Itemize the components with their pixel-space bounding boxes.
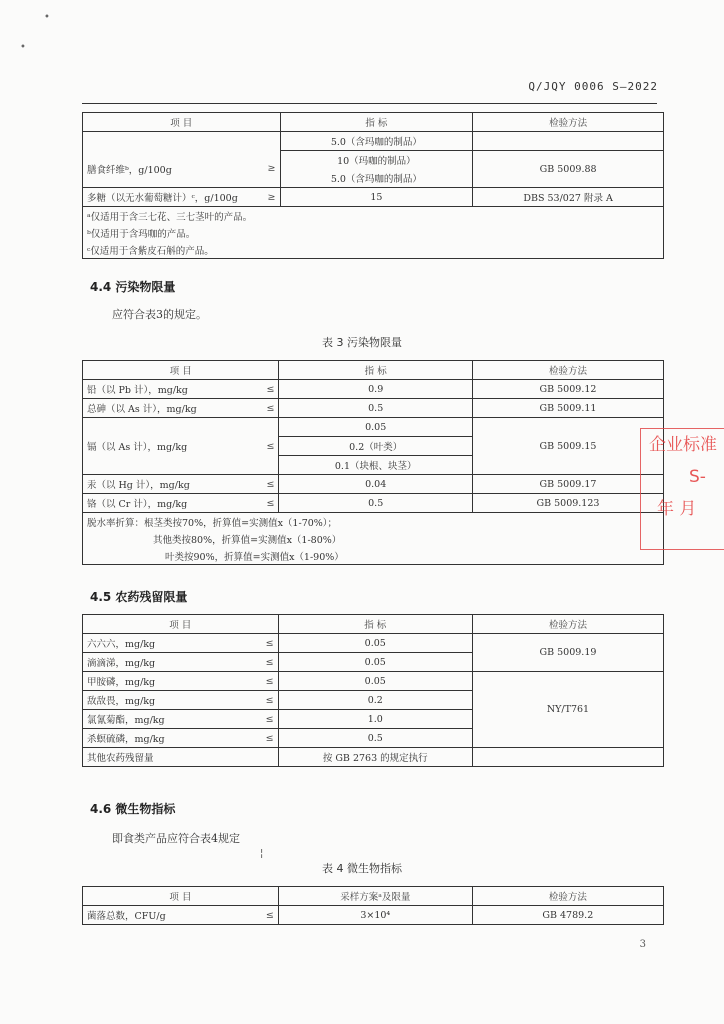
column-header-indicator: 采样方案ᵃ及限量 <box>278 887 472 906</box>
pesticide-table <box>82 614 664 767</box>
table-note: 其他类按80%，折算值=实测值x（1-80%） <box>83 530 664 547</box>
table-4 <box>82 886 664 925</box>
table-2-continued <box>82 112 664 259</box>
table-cell: 多糖（以无水葡萄糖计）ᶜ，g/100g <box>83 188 243 207</box>
table-cell: 滴滴涕，mg/kg <box>83 653 241 672</box>
table-cell: 0.1（块根、块茎） <box>279 456 473 475</box>
column-header-item: 项 目 <box>83 887 279 906</box>
table-cell: GB 5009.17 <box>472 475 663 494</box>
table-cell: 0.2（叶类） <box>279 437 473 456</box>
scan-mark: ¦ <box>260 848 264 859</box>
table-note: ᵇ仅适用于含玛咖的产品。 <box>83 224 664 241</box>
stamp-line: S- <box>689 467 706 487</box>
table-cell: ≤ <box>240 672 278 691</box>
table-cell: ≤ <box>241 399 279 418</box>
table-cell: 5.0（含玛咖的制品） <box>280 169 473 188</box>
table-cell: 铅（以 Pb 计），mg/kg <box>83 380 242 399</box>
table-note: ᶜ仅适用于含紫皮石斛的产品。 <box>83 241 664 259</box>
table-cell: 按 GB 2763 的规定执行 <box>278 748 472 767</box>
page-number: 3 <box>639 939 646 950</box>
table-4-caption: 表 4 微生物指标 <box>322 862 402 875</box>
table-cell: 0.05 <box>278 672 472 691</box>
table-cell: ≤ <box>241 380 279 399</box>
table-cell: ≤ <box>241 906 279 925</box>
column-header-indicator: 指 标 <box>278 615 472 634</box>
table-cell: NY/T761 <box>472 672 663 748</box>
table-cell: GB 5009.11 <box>472 399 663 418</box>
column-header-item: 项 目 <box>83 615 279 634</box>
stamp-line: 企业标准 <box>649 435 717 455</box>
table-cell <box>472 748 663 767</box>
table-note: 脱水率折算：根茎类按70%，折算值=实测值x（1-70%）； <box>83 513 664 531</box>
table-cell: GB 5009.12 <box>472 380 663 399</box>
table-cell: 0.5 <box>278 729 472 748</box>
table-cell: ≤ <box>240 634 278 653</box>
table-cell: 0.05 <box>279 418 473 437</box>
table-cell: ≤ <box>241 494 279 513</box>
column-header-method: 检验方法 <box>472 615 663 634</box>
column-header-method: 检验方法 <box>473 113 664 132</box>
table-cell: 0.2 <box>278 691 472 710</box>
column-header-method: 检验方法 <box>472 887 663 906</box>
table-cell: 杀螟硫磷，mg/kg <box>83 729 241 748</box>
table-cell: ≤ <box>240 653 278 672</box>
table-note: ᵃ仅适用于含三七花、三七茎叶的产品。 <box>83 207 664 225</box>
table-cell <box>83 132 243 151</box>
table-cell: ≤ <box>240 691 278 710</box>
table-cell <box>242 132 280 151</box>
table-cell: 镉（以 As 计），mg/kg <box>83 418 242 475</box>
table-cell: ≤ <box>240 710 278 729</box>
table-3 <box>82 360 664 565</box>
section-heading-4-4: 4.4 污染物限量 <box>90 280 176 294</box>
table-cell: 1.0 <box>278 710 472 729</box>
table-cell: ≤ <box>241 475 279 494</box>
table-cell: GB 5009.19 <box>472 634 663 672</box>
table-3-caption: 表 3 污染物限量 <box>322 336 402 349</box>
table-cell: 0.05 <box>278 653 472 672</box>
document-code: Q/JQY 0006 S—2022 <box>528 80 658 93</box>
table-cell: ≤ <box>240 729 278 748</box>
table-cell: 3×10⁴ <box>278 906 472 925</box>
table-cell: 0.05 <box>278 634 472 653</box>
column-header-item: 项 目 <box>83 113 281 132</box>
table-cell: 0.04 <box>279 475 473 494</box>
header-rule <box>82 103 657 104</box>
table-cell: 甲胺磷，mg/kg <box>83 672 241 691</box>
table-cell: 敌敌畏，mg/kg <box>83 691 241 710</box>
table-cell: 10（玛咖的制品） <box>280 151 473 170</box>
section-text-4-6: 即食类产品应符合表4规定 <box>112 832 240 845</box>
stamp-line: 年 月 <box>657 499 697 519</box>
table-cell: DBS 53/027 附录 A <box>473 188 664 207</box>
column-header-indicator: 指 标 <box>280 113 473 132</box>
table-cell: 铬（以 Cr 计），mg/kg <box>83 494 242 513</box>
scan-speck: • <box>44 12 50 23</box>
table-cell: 膳食纤维ᵇ，g/100g <box>83 151 243 188</box>
table-cell: 氯氰菊酯，mg/kg <box>83 710 241 729</box>
table-cell: ≤ <box>241 418 279 475</box>
red-seal-stamp <box>640 428 724 550</box>
table-cell: GB 5009.88 <box>473 151 664 188</box>
table-note: 叶类按90%，折算值=实测值x（1-90%） <box>83 547 664 565</box>
table-cell: GB 5009.15 <box>472 418 663 475</box>
table-cell: 0.5 <box>279 494 473 513</box>
table-cell: 菌落总数，CFU/g <box>83 906 241 925</box>
table-cell: 汞（以 Hg 计），mg/kg <box>83 475 242 494</box>
section-text-4-4: 应符合表3的规定。 <box>112 308 207 321</box>
column-header-method: 检验方法 <box>472 361 663 380</box>
column-header-indicator: 指 标 <box>279 361 473 380</box>
table-cell: 5.0（含玛咖的制品） <box>280 132 473 151</box>
table-cell: 15 <box>280 188 473 207</box>
table-cell: ≥ <box>242 188 280 207</box>
table-cell: ≥ <box>242 151 280 188</box>
table-cell: 0.5 <box>279 399 473 418</box>
table-cell: 0.9 <box>279 380 473 399</box>
table-cell: GB 5009.123 <box>472 494 663 513</box>
section-heading-4-5: 4.5 农药残留限量 <box>90 590 188 604</box>
table-cell <box>473 132 664 151</box>
table-cell: 总砷（以 As 计），mg/kg <box>83 399 242 418</box>
table-cell: 六六六，mg/kg <box>83 634 241 653</box>
column-header-item: 项 目 <box>83 361 279 380</box>
section-heading-4-6: 4.6 微生物指标 <box>90 802 176 816</box>
table-cell: 其他农药残留量 <box>83 748 279 767</box>
scan-speck: • <box>20 42 26 53</box>
table-cell: GB 4789.2 <box>472 906 663 925</box>
